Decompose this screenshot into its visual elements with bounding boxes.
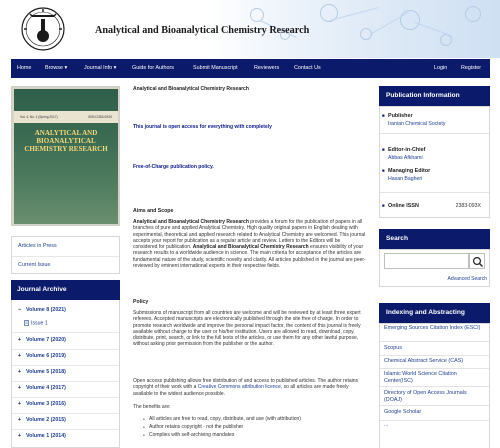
search-icon [471,255,485,269]
nav-browse[interactable] [45,59,67,78]
aims-text-1: provides a forum for the publication of papers in all branches of pure and applied Analytical Chemistry. High quality original papers in English dealing with experimental, theoretical and applied research related to Analytical Chemistry are welcomed. This journal accepts your report for publication as a regular article and review. Letters to the Editors will be considered for publication. [133,219,366,251]
editor-in-chief-label: ■ Editor-in-Chief [388,147,425,153]
benefit-item: ● Author retains copyright - not the publisher [149,424,243,430]
expand-icon: + [18,369,22,375]
publication-information-box [379,106,490,218]
nav-home[interactable]: Home [17,65,32,71]
expand-icon: + [18,401,22,407]
archive-volume-label: Volume 2 (2015) [26,417,66,423]
archive-volume-label: Volume 7 (2020) [26,337,66,343]
nav-journal-info[interactable] [84,59,116,78]
archive-volume-label: Volume 8 (2021) [26,307,66,313]
journal-cover-image[interactable] [11,86,120,226]
chevron-down-icon: ▾ [64,65,68,71]
benefit-item: ● Complies with self-archiving mandates [149,432,234,438]
managing-editor-label: ■ Managing Editor [388,168,430,174]
publication-information-title: Publication Information [379,86,490,106]
archive-volume-label: Volume 6 (2019) [26,353,66,359]
expand-icon: + [18,433,22,439]
archive-volume-1[interactable] [18,433,66,439]
journal-archive-title: Journal Archive [11,280,120,300]
policy-paragraph: Submissions of manuscript from all countries are welcome and will be reviewed by at least three expert referees. Accepted manuscripts are electronically published through the site free of charge. In order to promote research worldwide and improve the personal impact factor, the content of this journal is freely available without charge to the user or his/her institution. Users are allowed to read, download, copy, distribute, print, search, or link to the full texts of the articles, or use them for any other lawful purpose, without asking prior permission from the publisher or the author. [133,310,361,348]
journal-archive-list [11,300,120,448]
editor-in-chief-value[interactable]: Abbas Afkhami [388,155,423,161]
aims-journal-name: Analytical and Bioanalytical Chemistry Research [133,219,249,225]
aims-journal-name-2: Analytical and Bioanalytical Chemistry Research [192,244,309,251]
index-doaj-link[interactable]: Directory of Open Access Journals (DOAJ) [384,390,467,403]
online-issn-value: 2383-093X [455,203,481,209]
index-google-scholar-link[interactable]: Google Scholar [384,409,422,415]
archive-volume-8[interactable] [18,307,66,313]
journal-name-heading: Analytical and Bioanalytical Chemistry Research [133,86,249,92]
index-more-link[interactable]: ... [384,422,389,428]
nav-guide-for-authors[interactable]: Guide for Authors [132,65,174,71]
main-nav [11,59,490,78]
aims-text-2: ensures visibility of your research results to a worldwide audience in science. The main criteria for acceptance of the articles are fundamental nature of the study, scientific novelty and clarity. All articles published in the journal are peer-reviewed by eminent international experts in their respective fields. [133,244,366,270]
nav-journal-info-label: Journal Info [84,65,113,71]
nav-login[interactable]: Login [434,65,448,71]
nav-register[interactable]: Register [461,65,482,71]
archive-issue-1[interactable] [24,320,48,326]
search-input[interactable] [384,253,469,269]
advanced-search-link[interactable]: Advanced Search [447,276,487,282]
cover-issn: ISSN 2383-093X [88,115,112,119]
nav-browse-label: Browse [45,65,63,71]
archive-volume-6[interactable] [18,353,66,359]
cover-title: ANALYTICAL AND BIOANALYTICAL CHEMISTRY RESEARCH [24,129,108,153]
open-access-notice: This journal is open access for everything with completely [133,124,272,130]
expand-icon: + [18,353,22,359]
free-of-charge-notice: Free-of-Charge publication policy. [133,164,214,170]
index-scopus-link[interactable]: Scopus [384,345,402,351]
site-header [0,0,500,58]
benefit-item: ● All articles are free to read, copy, distribute, and use (with attribution) [149,416,301,422]
archive-volume-label: Volume 3 (2016) [26,401,66,407]
document-icon [24,320,29,326]
archive-volume-2[interactable] [18,417,66,423]
cover-volume-line: Vol. 4, No. 1 (Spring 2017) [20,115,58,119]
site-title[interactable]: Analytical and Bioanalytical Chemistry Research [95,25,310,36]
archive-volume-label: Volume 4 (2017) [26,385,66,391]
index-cas-link[interactable]: Chemical Abstract Service (CAS) [384,358,464,364]
index-esci-link[interactable]: Emerging Sources Citation Index (ESCI) [384,325,481,331]
publisher-label: ■ Publisher [388,113,413,119]
search-title: Search [379,229,490,249]
index-isc-link[interactable]: Islamic World Science Citation Center(ISC) [384,371,457,384]
archive-volume-4[interactable] [18,385,66,391]
society-logo[interactable] [20,6,66,52]
expand-icon: + [18,337,22,343]
expand-icon: + [18,417,22,423]
main-content [133,86,366,448]
nav-submit-manuscript[interactable]: Submit Manuscript [193,65,238,71]
online-issn-label: ■ Online ISSN [388,203,419,209]
archive-volume-label: Volume 5 (2018) [26,369,66,375]
collapse-icon: − [18,307,22,313]
indexing-abstracting-title: Indexing and Abstracting [379,303,490,323]
archive-issue-label: Issue 1 [31,320,48,327]
open-access-paragraph [133,378,366,397]
benefits-intro: The benefits are: [133,404,171,410]
creative-commons-link[interactable]: Creative Commons attribution licence [197,384,281,391]
policy-heading: Policy [133,299,149,305]
expand-icon: + [18,385,22,391]
managing-editor-value[interactable]: Hasan Bagheri [388,176,423,182]
search-button[interactable] [469,253,485,269]
articles-in-press-link[interactable]: Articles in Press [18,243,57,249]
nav-reviewers[interactable]: Reviewers [254,65,280,71]
aims-paragraph [133,219,366,269]
archive-volume-3[interactable] [18,401,66,407]
publisher-value[interactable]: Iranian Chemical Society [388,121,446,127]
nav-contact-us[interactable]: Contact Us [294,65,321,71]
current-issue-link[interactable]: Current Issue [18,262,51,268]
oa-text-before: Open access publishing allows free distribution of and access to published articles. The author retains copyright of their work with a [133,378,359,391]
chevron-down-icon: ▾ [113,65,117,71]
oa-text-after: , so all articles are made freely available to the widest audience possible. [133,384,349,397]
aims-heading: Aims and Scope [133,208,174,214]
archive-volume-label: Volume 1 (2014) [26,433,66,439]
archive-volume-5[interactable] [18,369,66,375]
quick-links-box [11,236,120,274]
archive-volume-7[interactable] [18,337,66,343]
